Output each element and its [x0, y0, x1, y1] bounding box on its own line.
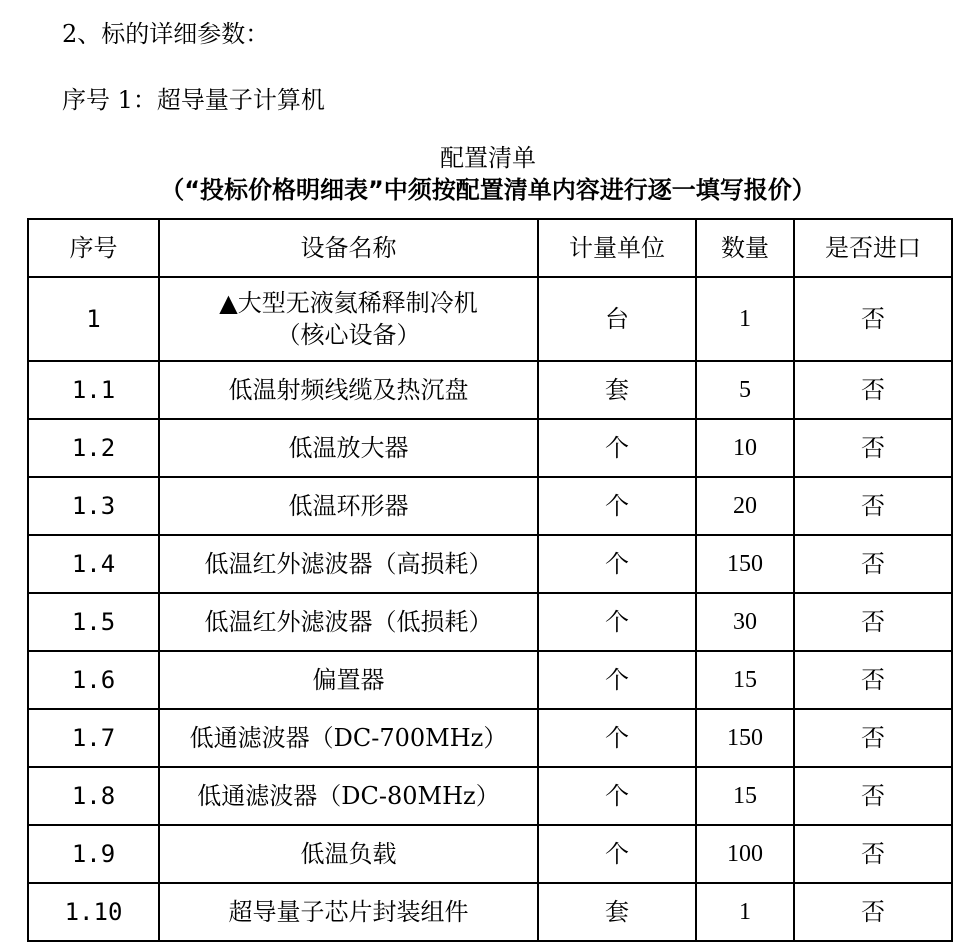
row-unit: 个	[538, 767, 696, 825]
header-device-name: 设备名称	[159, 219, 538, 277]
header-imported: 是否进口	[794, 219, 952, 277]
row-name: 低温环形器	[159, 477, 538, 535]
row-imported: 否	[794, 825, 952, 883]
row-unit: 个	[538, 535, 696, 593]
row-unit: 个	[538, 419, 696, 477]
row-name: 偏置器	[159, 651, 538, 709]
item-heading: 序号 1：超导量子计算机	[62, 86, 325, 114]
row-unit: 套	[538, 361, 696, 419]
row-name: 低温红外滤波器（高损耗）	[159, 535, 538, 593]
header-no: 序号	[28, 219, 159, 277]
row-no: 1.6	[28, 651, 159, 709]
row-no: 1.4	[28, 535, 159, 593]
table-row	[28, 535, 952, 593]
row-imported: 否	[794, 651, 952, 709]
row-name: 低温红外滤波器（低损耗）	[159, 593, 538, 651]
table-row	[28, 593, 952, 651]
header-quantity: 数量	[696, 219, 794, 277]
row-no: 1.7	[28, 709, 159, 767]
row-imported: 否	[794, 883, 952, 941]
row-imported: 否	[794, 593, 952, 651]
configuration-table	[27, 218, 953, 942]
table-row	[28, 477, 952, 535]
row-name: 超导量子芯片封装组件	[159, 883, 538, 941]
table-row	[28, 419, 952, 477]
row-quantity: 150	[696, 535, 794, 593]
row-unit: 套	[538, 883, 696, 941]
row-unit: 个	[538, 593, 696, 651]
row-imported: 否	[794, 709, 952, 767]
row-name: 低温放大器	[159, 419, 538, 477]
row-quantity: 30	[696, 593, 794, 651]
row-quantity: 20	[696, 477, 794, 535]
row-quantity: 15	[696, 767, 794, 825]
row-unit: 个	[538, 825, 696, 883]
table-row	[28, 651, 952, 709]
row-name	[159, 277, 538, 361]
row-unit: 个	[538, 477, 696, 535]
row-name-line1: ▲大型无液氦稀释制冷机	[219, 289, 478, 317]
row-name: 低温负载	[159, 825, 538, 883]
row-imported: 否	[794, 535, 952, 593]
table-caption-title: 配置清单	[440, 144, 536, 172]
table-row	[28, 825, 952, 883]
row-name: 低通滤波器（DC-80MHz）	[159, 767, 538, 825]
row-name: 低通滤波器（DC-700MHz）	[159, 709, 538, 767]
row-name-line2: （核心设备）	[276, 321, 421, 349]
row-no: 1.5	[28, 593, 159, 651]
row-imported: 否	[794, 361, 952, 419]
row-no: 1.2	[28, 419, 159, 477]
table-row	[28, 361, 952, 419]
table-caption-subtitle: （“投标价格明细表”中须按配置清单内容进行逐一填写报价）	[160, 176, 816, 204]
section-heading: 2、标的详细参数：	[62, 20, 270, 48]
row-no: 1.1	[28, 361, 159, 419]
row-imported: 否	[794, 477, 952, 535]
row-quantity: 10	[696, 419, 794, 477]
row-quantity: 1	[696, 277, 794, 361]
table-header-row	[28, 219, 952, 277]
row-quantity: 15	[696, 651, 794, 709]
row-quantity: 100	[696, 825, 794, 883]
row-no: 1.3	[28, 477, 159, 535]
row-no: 1.10	[28, 883, 159, 941]
row-unit: 个	[538, 651, 696, 709]
header-unit: 计量单位	[538, 219, 696, 277]
row-quantity: 1	[696, 883, 794, 941]
row-no: 1.8	[28, 767, 159, 825]
row-no: 1.9	[28, 825, 159, 883]
row-imported: 否	[794, 767, 952, 825]
row-imported: 否	[794, 419, 952, 477]
row-unit: 个	[538, 709, 696, 767]
row-unit: 台	[538, 277, 696, 361]
table-row	[28, 277, 952, 361]
row-quantity: 150	[696, 709, 794, 767]
row-quantity: 5	[696, 361, 794, 419]
row-imported: 否	[794, 277, 952, 361]
table-row	[28, 767, 952, 825]
row-name: 低温射频线缆及热沉盘	[159, 361, 538, 419]
table-row	[28, 883, 952, 941]
table-row	[28, 709, 952, 767]
row-no: 1	[28, 277, 159, 361]
